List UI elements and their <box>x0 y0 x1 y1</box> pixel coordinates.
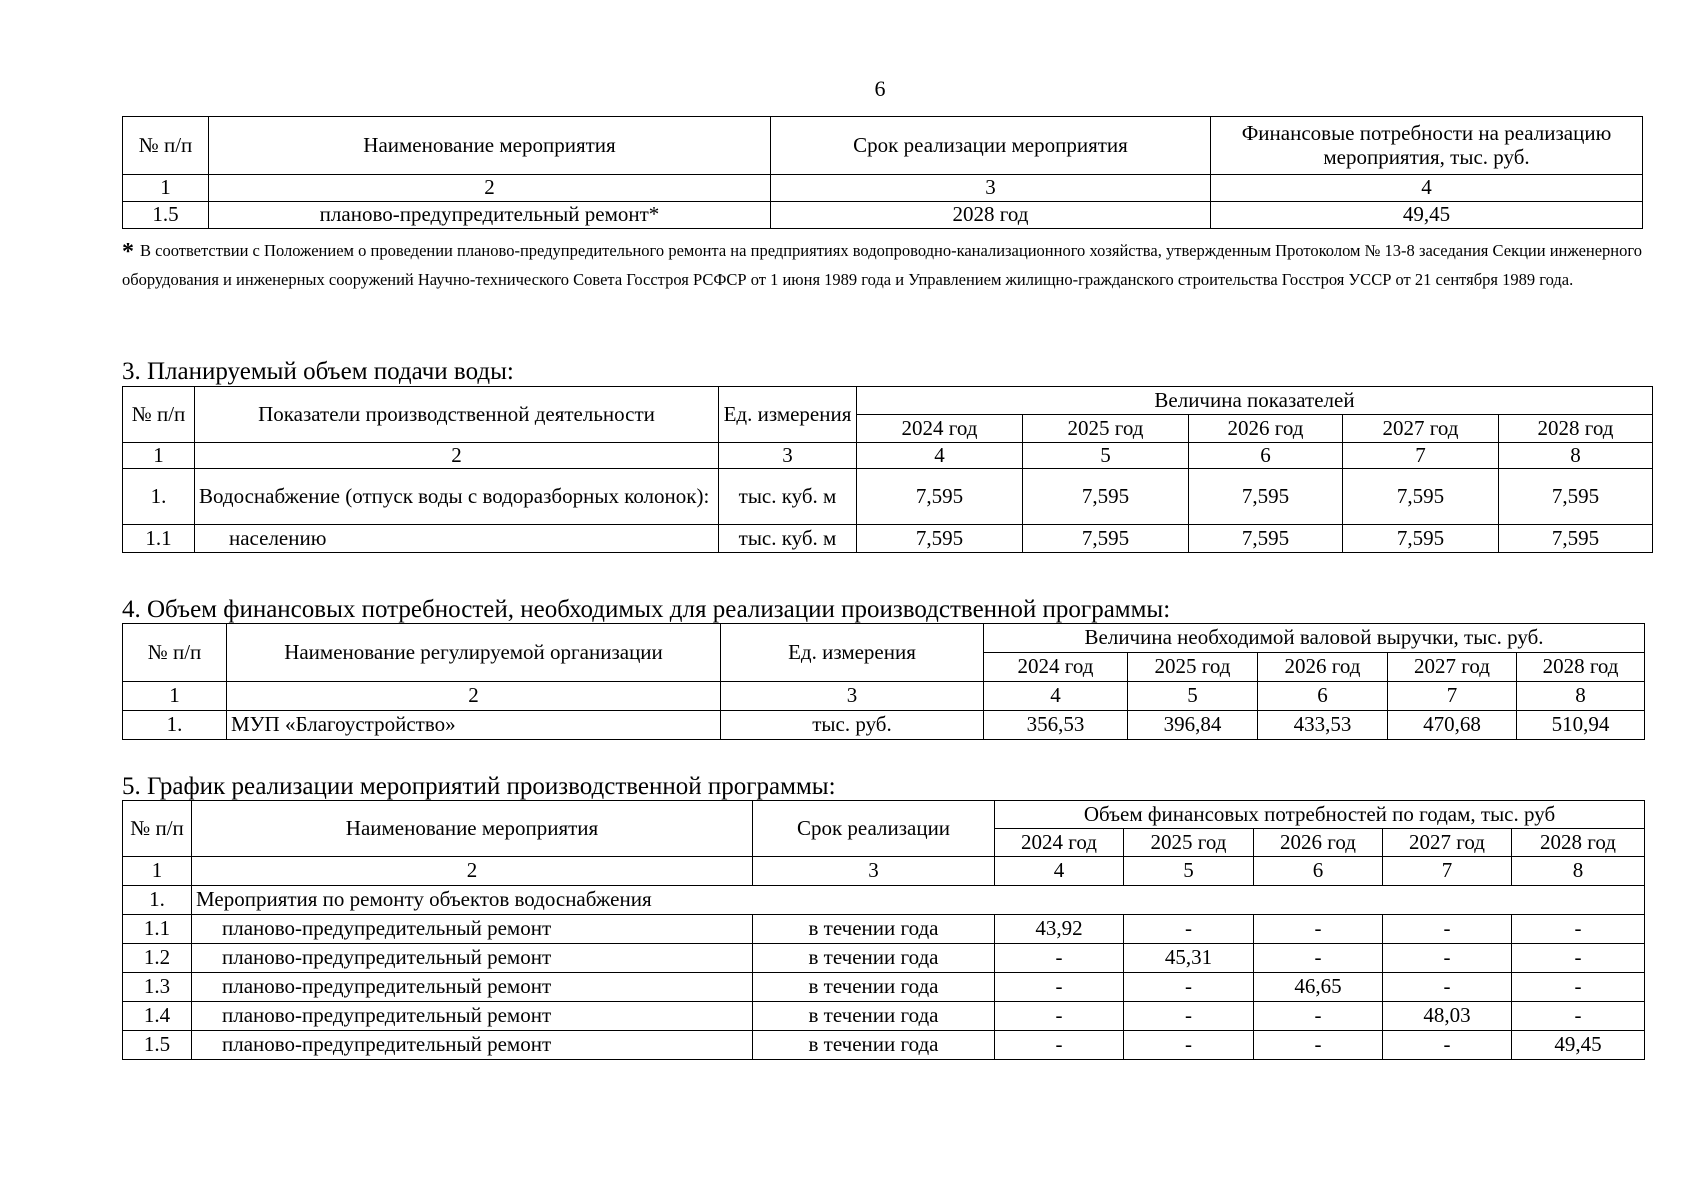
index-cell: 8 <box>1517 682 1645 711</box>
section-4-title: 4. Объем финансовых потребностей, необходимых для реализации производственной программы: <box>122 596 1171 623</box>
value-cell: 45,31 <box>1124 944 1254 973</box>
value-cell: - <box>1512 944 1645 973</box>
group-row <box>123 886 1645 915</box>
value-cell: - <box>1383 915 1512 944</box>
footnote <box>122 237 1642 293</box>
index-cell: 5 <box>1023 443 1189 469</box>
index-cell: 7 <box>1383 857 1512 886</box>
value-cell: - <box>1124 915 1254 944</box>
footnote-text: В соответствии с Положением о проведении планово-предупредительного ремонта на предприятиях водопроводно-канализационного хозяйства, утвержденным Протоколом № 13-8 заседания Секции инженерного оборудования и инженерных сооружений Научно-технического Совета Госстроя РСФСР от 1 июня 1989 года и Управлением жилищно-гражданского строительства Госстроя УССР от 21 сентября 1989 года. <box>122 241 1642 289</box>
row-number: 1.3 <box>123 973 192 1002</box>
section-5-title: 5. График реализации мероприятий производственной программы: <box>122 773 836 800</box>
activity-name: планово-предупредительный ремонт* <box>209 202 771 229</box>
header-year: 2027 год <box>1383 829 1512 857</box>
org-name: МУП «Благоустройство» <box>227 711 721 740</box>
row-number: 1.5 <box>123 202 209 229</box>
activity-term: в течении года <box>753 1031 995 1060</box>
index-cell: 3 <box>719 443 857 469</box>
index-cell: 1 <box>123 682 227 711</box>
table-row <box>123 202 1643 229</box>
row-number: 1.1 <box>123 525 195 553</box>
index-cell: 3 <box>771 175 1211 202</box>
index-cell: 1 <box>123 443 195 469</box>
header-cell: Финансовые потребности на реализацию мероприятия, тыс. руб. <box>1211 117 1643 175</box>
header-year: 2025 год <box>1128 653 1258 682</box>
value-cell: - <box>995 944 1124 973</box>
index-cell: 5 <box>1128 682 1258 711</box>
activity-term: в течении года <box>753 944 995 973</box>
water-supply-table <box>122 386 1653 553</box>
index-cell: 8 <box>1499 443 1653 469</box>
value-cell: 7,595 <box>1499 469 1653 525</box>
table-row <box>123 973 1645 1002</box>
value-cell: 7,595 <box>1023 525 1189 553</box>
value-cell: - <box>1124 1002 1254 1031</box>
header-year: 2024 год <box>984 653 1128 682</box>
value-cell: 510,94 <box>1517 711 1645 740</box>
value-cell: 470,68 <box>1388 711 1517 740</box>
index-cell: 6 <box>1189 443 1343 469</box>
value-cell: - <box>1254 915 1383 944</box>
header-group: Величина необходимой валовой выручки, тыс. руб. <box>984 624 1645 653</box>
header-indicator: Показатели производственной деятельности <box>195 387 719 443</box>
value-cell: - <box>1124 1031 1254 1060</box>
section-3-title: 3. Планируемый объем подачи воды: <box>122 358 514 385</box>
value-cell: 356,53 <box>984 711 1128 740</box>
index-cell: 4 <box>857 443 1023 469</box>
header-cell: № п/п <box>123 117 209 175</box>
index-cell: 2 <box>195 443 719 469</box>
header-year: 2027 год <box>1388 653 1517 682</box>
value-cell: 7,595 <box>1343 469 1499 525</box>
value-cell: - <box>995 973 1124 1002</box>
header-year: 2026 год <box>1254 829 1383 857</box>
unit: тыс. руб. <box>721 711 984 740</box>
index-cell: 7 <box>1343 443 1499 469</box>
table-row <box>123 915 1645 944</box>
header-num: № п/п <box>123 387 195 443</box>
row-number: 1.4 <box>123 1002 192 1031</box>
footnote-star: * <box>122 239 134 265</box>
indicator-name: населению <box>195 525 719 553</box>
value-cell: 49,45 <box>1512 1031 1645 1060</box>
value-cell: 7,595 <box>1499 525 1653 553</box>
table-row <box>123 469 1653 525</box>
value-cell: 7,595 <box>1343 525 1499 553</box>
value-cell: - <box>1254 1031 1383 1060</box>
header-year: 2028 год <box>1499 415 1653 443</box>
value-cell: 7,595 <box>1023 469 1189 525</box>
index-cell: 3 <box>721 682 984 711</box>
table-row <box>123 525 1653 553</box>
unit: тыс. куб. м <box>719 469 857 525</box>
index-cell: 2 <box>192 857 753 886</box>
value-cell: 7,595 <box>1189 525 1343 553</box>
activity-name: планово-предупредительный ремонт <box>192 1002 753 1031</box>
value-cell: - <box>995 1002 1124 1031</box>
index-cell: 4 <box>984 682 1128 711</box>
header-year: 2027 год <box>1343 415 1499 443</box>
header-num: № п/п <box>123 801 192 857</box>
header-unit: Ед. измерения <box>719 387 857 443</box>
table-row <box>123 1002 1645 1031</box>
value-cell: - <box>1254 944 1383 973</box>
index-row <box>123 857 1645 886</box>
activity-term: в течении года <box>753 1002 995 1031</box>
financial-needs-table <box>122 623 1645 740</box>
activity-name: планово-предупредительный ремонт <box>192 973 753 1002</box>
row-number: 1. <box>123 711 227 740</box>
index-cell: 6 <box>1254 857 1383 886</box>
value-cell: 396,84 <box>1128 711 1258 740</box>
header-year: 2028 год <box>1512 829 1645 857</box>
schedule-table <box>122 800 1645 1060</box>
group-name: Мероприятия по ремонту объектов водоснабжения <box>192 886 1645 915</box>
value-cell: - <box>1383 1031 1512 1060</box>
index-cell: 4 <box>995 857 1124 886</box>
index-cell: 2 <box>209 175 771 202</box>
value-cell: - <box>1383 973 1512 1002</box>
row-number: 1.1 <box>123 915 192 944</box>
header-cell: Наименование мероприятия <box>209 117 771 175</box>
activity-table <box>122 116 1643 229</box>
table-row <box>123 944 1645 973</box>
activity-term: в течении года <box>753 973 995 1002</box>
header-name: Наименование мероприятия <box>192 801 753 857</box>
table-row <box>123 1031 1645 1060</box>
header-org: Наименование регулируемой организации <box>227 624 721 682</box>
header-year: 2024 год <box>857 415 1023 443</box>
value-cell: 7,595 <box>1189 469 1343 525</box>
value-cell: 433,53 <box>1258 711 1388 740</box>
value-cell: - <box>1512 973 1645 1002</box>
activity-name: планово-предупредительный ремонт <box>192 915 753 944</box>
index-cell: 1 <box>123 857 192 886</box>
index-cell: 1 <box>123 175 209 202</box>
header-group: Величина показателей <box>857 387 1653 415</box>
index-row <box>123 443 1653 469</box>
row-number: 1. <box>123 469 195 525</box>
header-year: 2026 год <box>1189 415 1343 443</box>
value-cell: - <box>1512 915 1645 944</box>
index-row <box>123 175 1643 202</box>
activity-amount: 49,45 <box>1211 202 1643 229</box>
value-cell: - <box>1124 973 1254 1002</box>
row-number: 1.2 <box>123 944 192 973</box>
page-number: 6 <box>874 76 886 101</box>
index-cell: 4 <box>1211 175 1643 202</box>
activity-term: в течении года <box>753 915 995 944</box>
header-unit: Ед. измерения <box>721 624 984 682</box>
table-header-row <box>123 117 1643 175</box>
activity-term: 2028 год <box>771 202 1211 229</box>
value-cell: 43,92 <box>995 915 1124 944</box>
header-year: 2025 год <box>1124 829 1254 857</box>
index-cell: 2 <box>227 682 721 711</box>
value-cell: - <box>1512 1002 1645 1031</box>
header-term: Срок реализации <box>753 801 995 857</box>
header-cell: Срок реализации мероприятия <box>771 117 1211 175</box>
value-cell: 7,595 <box>857 469 1023 525</box>
value-cell: 7,595 <box>857 525 1023 553</box>
header-year: 2024 год <box>995 829 1124 857</box>
value-cell: - <box>995 1031 1124 1060</box>
row-number: 1. <box>123 886 192 915</box>
index-cell: 5 <box>1124 857 1254 886</box>
header-num: № п/п <box>123 624 227 682</box>
value-cell: - <box>1254 1002 1383 1031</box>
unit: тыс. куб. м <box>719 525 857 553</box>
header-year: 2028 год <box>1517 653 1645 682</box>
header-group: Объем финансовых потребностей по годам, тыс. руб <box>995 801 1645 829</box>
value-cell: 48,03 <box>1383 1002 1512 1031</box>
index-cell: 3 <box>753 857 995 886</box>
header-year: 2025 год <box>1023 415 1189 443</box>
value-cell: - <box>1383 944 1512 973</box>
table-row <box>123 711 1645 740</box>
activity-name: планово-предупредительный ремонт <box>192 944 753 973</box>
row-number: 1.5 <box>123 1031 192 1060</box>
index-row <box>123 682 1645 711</box>
index-cell: 8 <box>1512 857 1645 886</box>
activity-name: планово-предупредительный ремонт <box>192 1031 753 1060</box>
header-year: 2026 год <box>1258 653 1388 682</box>
value-cell: 46,65 <box>1254 973 1383 1002</box>
index-cell: 7 <box>1388 682 1517 711</box>
indicator-name: Водоснабжение (отпуск воды с водоразборных колонок): <box>195 469 719 525</box>
index-cell: 6 <box>1258 682 1388 711</box>
